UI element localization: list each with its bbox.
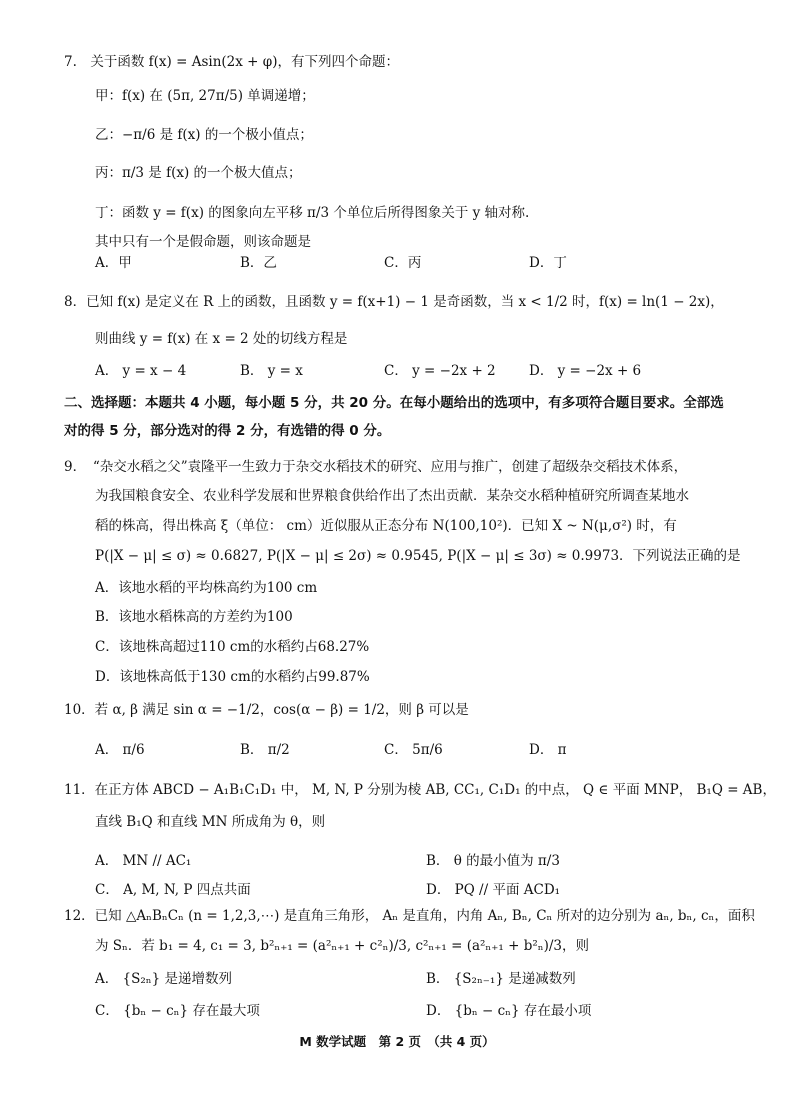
q7-option-c: C．丙 [384, 255, 422, 271]
q11-line2: 直线 B₁Q 和直线 MN 所成角为 θ，则 [95, 814, 326, 830]
q11-option-a: A． MN // AC₁ [95, 853, 192, 869]
q9-option-a: A．该地水稻的平均株高约为100 cm [95, 580, 318, 596]
q8-stem-line2: 则曲线 y = f(x) 在 x = 2 处的切线方程是 [95, 331, 348, 347]
q10-option-b: B． π/2 [240, 742, 290, 758]
q11-line1: 11．在正方体 ABCD − A₁B₁C₁D₁ 中， M, N, P 分别为棱 AB, CC₁, C₁D₁ 的中点， Q ∈ 平面 MNP， B₁Q = AB， [64, 782, 776, 798]
q11-option-b: B． θ 的最小值为 π/3 [426, 853, 560, 869]
q10-option-a: A． π/6 [95, 742, 145, 758]
q11-option-d: D． PQ // 平面 ACD₁ [426, 882, 561, 898]
q9-line2: 为我国粮食安全、农业科学发展和世界粮食供给作出了杰出贡献．某杂交水稻种植研究所调查某地水 [95, 488, 689, 504]
q9-option-d: D．该地株高低于130 cm的水稻约占99.87% [95, 669, 370, 685]
q10-stem: 10．若 α, β 满足 sin α = −1/2，cos(α − β) = 1/2，则 β 可以是 [64, 702, 469, 718]
q8-stem-line1: 8．已知 f(x) 是定义在 R 上的函数，且函数 y = f(x+1) − 1 是奇函数，当 x < 1/2 时，f(x) = ln(1 − 2x)， [64, 294, 724, 310]
q12-line1: 12．已知 △AₙBₙCₙ (n = 1,2,3,⋯) 是直角三角形， Aₙ 是直角，内角 Aₙ, Bₙ, Cₙ 所对的边分别为 aₙ, bₙ, cₙ，面积 [64, 908, 755, 924]
q12-line2: 为 Sₙ．若 b₁ = 4, c₁ = 3, b²ₙ₊₁ = (a²ₙ₊₁ + c²ₙ)/3, c²ₙ₊₁ = (a²ₙ₊₁ + b²ₙ)/3，则 [95, 938, 589, 954]
q7-stem: 7. 关于函数 f(x) = Asin(2x + φ)，有下列四个命题： [64, 54, 399, 70]
q7-proposition-jia: 甲：f(x) 在 (5π, 27π/5) 单调递增； [95, 88, 315, 104]
q9-option-b: B．该地水稻株高的方差约为100 [95, 609, 293, 625]
q8-option-a: A． y = x − 4 [95, 363, 187, 379]
q8-option-b: B． y = x [240, 363, 303, 379]
q7-option-b: B．乙 [240, 255, 277, 271]
q7-ask: 其中只有一个是假命题，则该命题是 [95, 234, 311, 250]
q8-option-d: D． y = −2x + 6 [529, 363, 642, 379]
q9-option-c: C．该地株高超过110 cm的水稻约占68.27% [95, 639, 370, 655]
q9-line3: 稻的株高，得出株高 ξ（单位： cm）近似服从正态分布 N(100,10²)．已知 X ~ N(μ,σ²) 时，有 [95, 518, 677, 534]
q7-option-d: D．丁 [529, 255, 567, 271]
q12-option-c: C． {bₙ − cₙ} 存在最大项 [95, 1003, 260, 1019]
q12-option-b: B． {S₂ₙ₋₁} 是递减数列 [426, 971, 576, 987]
q7-proposition-ding: 丁：函数 y = f(x) 的图象向左平移 π/3 个单位后所得图象关于 y 轴对称. [95, 205, 530, 221]
q10-option-d: D． π [529, 742, 567, 758]
q8-option-c: C． y = −2x + 2 [384, 363, 496, 379]
page-footer: M 数学试题 第 2 页 （共 4 页） [299, 1034, 495, 1049]
q7-option-a: A．甲 [95, 255, 132, 271]
q9-line4: P(|X − μ| ≤ σ) ≈ 0.6827, P(|X − μ| ≤ 2σ) ≈ 0.9545, P(|X − μ| ≤ 3σ) ≈ 0.9973．下列说法正确的是 [95, 548, 741, 564]
section2-heading-line2: 对的得 5 分，部分选对的得 2 分，有选错的得 0 分。 [64, 423, 391, 439]
q12-option-d: D． {bₙ − cₙ} 存在最小项 [426, 1003, 592, 1019]
section2-heading-line1: 二、选择题：本题共 4 小题，每小题 5 分，共 20 分。在每小题给出的选项中，有多项符合题目要求。全部选 [64, 395, 724, 411]
q10-option-c: C． 5π/6 [384, 742, 443, 758]
q9-line1: 9． “杂交水稻之父”袁隆平一生致力于杂交水稻技术的研究、应用与推广，创建了超级杂交稻技术体系， [64, 459, 688, 475]
q7-proposition-yi: 乙：−π/6 是 f(x) 的一个极小值点； [95, 127, 313, 143]
q11-option-c: C． A, M, N, P 四点共面 [95, 882, 251, 898]
q7-proposition-bing: 丙：π/3 是 f(x) 的一个极大值点； [95, 165, 302, 181]
q12-option-a: A． {S₂ₙ} 是递增数列 [95, 971, 233, 987]
